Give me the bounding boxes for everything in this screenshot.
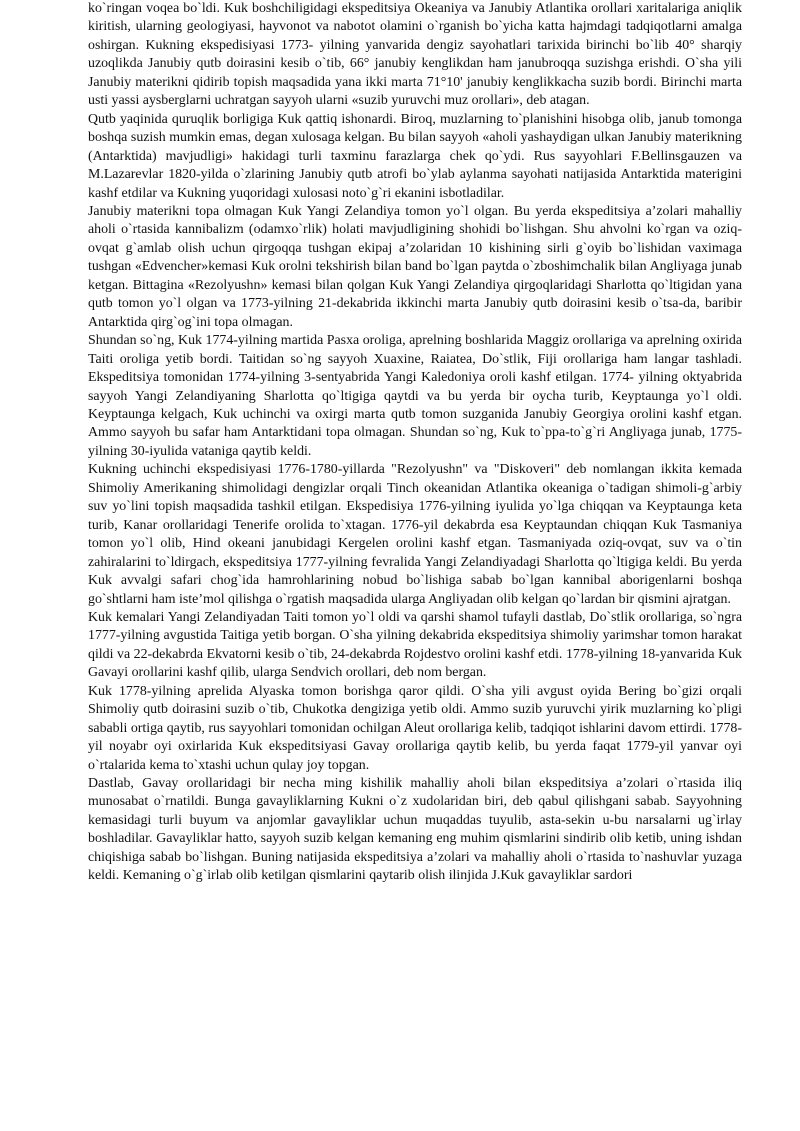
paragraph: ko`ringan voqea bo`ldi. Kuk boshchiligidagi ekspeditsiya Okeaniya va Janubiy Atlantika orollari xaritalariga aniqlik kiritish, ularning geologiyasi, hayvonot va nabotot olamini o`rganish bo`yicha katta hajmdagi tadqiqotlarni amalga oshirgan. Kukning ekspedisiyasi 1773- yilning yanvarida dengiz sayohatlari tarixida birinchi bo`lib 40° sharqiy uzoqlikda Janubiy qutb doirasini kesib o`tib, 66° janubiy kenglikdan ham janubroqqa suzishga erishdi. O`sha yili Janubiy materikni qidirib topish maqsadida yana ikki marta 71°10' janubiy kenglikkacha suzib bordi. Birinchi marta usti yassi aysberglarni uchratgan sayyoh ularni «suzib yuruvchi muz orollari», deb atagan. — [88, 1, 742, 109]
paragraph: Kuk 1778-yilning aprelida Alyaska tomon borishga qaror qildi. O`sha yili avgust oyida Bering bo`gizi orqali Shimoliy qutb doirasini suzib o`tib, Chukotka dengiziga yetib oldi. Ammo suzib yuruvchi yirik muzlarning ko`pligi sababli ortiga qaytib, rus sayyohlari tomonidan ochilgan Aleut orollariga kelib, tadqiqot ishlarini davom ettirdi. 1778-yil noyabr oyi oxirlarida Kuk ekspeditsiyasi Gavay orollariga qaytib kelib, bu yerda faqat 1779-yil yanvar oyi o`rtalarida kema to`xtashi uchun qulay joy topgan. — [88, 683, 742, 773]
paragraph: Dastlab, Gavay orollaridagi bir necha ming kishilik mahalliy aholi bilan ekspeditsiya a’zolari o`rtasida iliq munosabat o`rnatildi. Bunga gavayliklarning Kukni o`z xudolaridan biri, deb qabul qilishgani sabab. Sayyohning kemasidagi turli buyum va anjomlar gavayliklar uchun muqaddas tuyulib, asta-sekin u-bu narsalarni ug`irlay boshladilar. Gavayliklar hatto, sayyoh suzib kelgan kemaning eng muhim qismlarini sindirib olib ketib, uning ishdan chiqishiga sabab bo`lishgan. Buning natijasida ekspeditsiya a’zolari va mahalliy aholi o`rtasida to`nashuvlar yuzaga keldi. Kemaning o`g`irlab olib ketilgan qismlarini qaytarib olish ilinjida J.Kuk gavayliklar sardori — [88, 776, 742, 884]
paragraph: Shundan so`ng, Kuk 1774-yilning martida Pasxa oroliga, aprelning boshlarida Maggiz orollariga va aprelning oxirida Taiti oroliga yetib bordi. Taitidan so`ng sayyoh Xuaxine, Raiatea, Do`stlik, Fiji orollariga ham langar tashladi. Ekspeditsiya tomonidan 1774-yilning 3-sentyabrida Yangi Kaledoniya oroli kashf etilgan. 1774- yilning oktyabrida sayyoh Yangi Zelandiyaning Sharlotta qo`ltigiga qaytdi va bu yerda bir oycha turib, Keyptaunga yo`l oldi. Keyptaunga kelgach, Kuk uchinchi va oxirgi marta qutb tomon suzganida Janubiy Georgiya orolini kashf etgan. Ammo sayyoh bu safar ham Antarktidani topa olmagan. Shundan so`ng, Kuk to`ppa-to`g`ri Angliyaga junab, 1775-yilning 30-iyulida vataniga qaytib keldi. — [88, 333, 742, 459]
paragraph: Kuk kemalari Yangi Zelandiyadan Taiti tomon yo`l oldi va qarshi shamol tufayli dastlab, Do`stlik orollariga, so`ngra 1777-yilning avgustida Taitiga yetib borgan. O`sha yilning dekabrida ekspeditsiya shimoliy yarimshar tomon harakat qildi va 22-dekabrda Ekvatorni kesib o`tib, 24-dekabrda Rojdestvo orolini kashf etdi. 1778-yilning 18-yanvarida Kuk Gavayi orollarini kashf qilib, ularga Sendvich orollari, deb nom bergan. — [88, 609, 742, 681]
paragraph: Qutb yaqinida quruqlik borligiga Kuk qattiq ishonardi. Biroq, muzlarning to`planishini hisobga olib, janub tomonga boshqa suzish mumkin emas, degan xulosaga kelgan. Bu bilan sayyoh «aholi yashaydigan ulkan Janubiy materikning (Antarktida) mavjudligi» hakidagi turli taxminu farazlarga chek qo`ydi. Rus sayyohlari F.Bellinsgauzen va M.Lazarevlar 1820-yilda o`zlarining Janubiy qutb atrofi bo`ylab aylanma sayohati natijasida Antarktida materigini kashf etdilar va Kukning yuqoridagi xulosasi noto`g`ri ekanini isbotladilar. — [88, 111, 742, 201]
paragraph: Kukning uchinchi ekspedisiyasi 1776-1780-yillarda "Rezolyushn" va "Diskoveri" deb nomlangan ikkita kemada Shimoliy Amerikaning shimolidagi dengizlar orqali Tinch okeanidan Atlantika okeaniga o`tadigan shimoli-g`arbiy suv yo`lini topish maqsadida tashkil etilgan. Ekspedisiya 1776-yilning iyulida yo`lga chiqqan va Keyptaunga keta turib, Kanar orollaridagi Tenerife orolida to`xtagan. 1776-yil dekabrda esa Keyptaundan chiqqan Kuk Tasmaniya tomon yo`l olib, Hind okeani janubidagi Kergelen orolini kashf etgan. Tasmaniyada oziq-ovqat, suv va o`tin zahiralarini to`ldirgach, ekspeditsiya 1777-yilning fevralida Yangi Zelandiyadagi Sharlotta qo`ltigiga keldi. Bu yerda Kuk avvalgi safari chog`ida hamrohlarining nobud bo`lishiga sabab bo`lgan kannibal aborigenlarni boshqa go`shtlarni ham iste’mol qilishga o`rgatish maqsadida ularga Angliyadan olib kelgan qo`lardan bir qismini ajratgan. — [88, 462, 742, 607]
paragraph: Janubiy materikni topa olmagan Kuk Yangi Zelandiya tomon yo`l olgan. Bu yerda ekspeditsiya a’zolari mahalliy aholi o`rtasida kannibalizm (odamxo`rlik) holati mavjudligining shohidi bo`lishgan. Shu ahvolni ko`rgan va oziq-ovqat g`amlab olish uchun qirgoqqa tushgan ekipaj a’zolaridan 10 kishining sirli g`oyib bo`lishidan vaximaga tushgan «Edvencher»kemasi Kuk orolni tekshirish bilan band bo`lgan paytda o`zboshimchalik bilan Angliyaga junab ketgan. Bittagina «Rezolyushn» kemasi bilan qolgan Kuk Yangi Zelandiya qirgoqlaridagi Sharlotta qo`ltigidan yana qutb tomon yo`l olgan va 1773-yilning 21-dekabrida ikkinchi marta Janubiy qutb doirasini kesib o`tsa-da, baribir Antarktida qirg`og`ini topa olmagan. — [88, 203, 742, 330]
document-body — [88, 0, 742, 886]
